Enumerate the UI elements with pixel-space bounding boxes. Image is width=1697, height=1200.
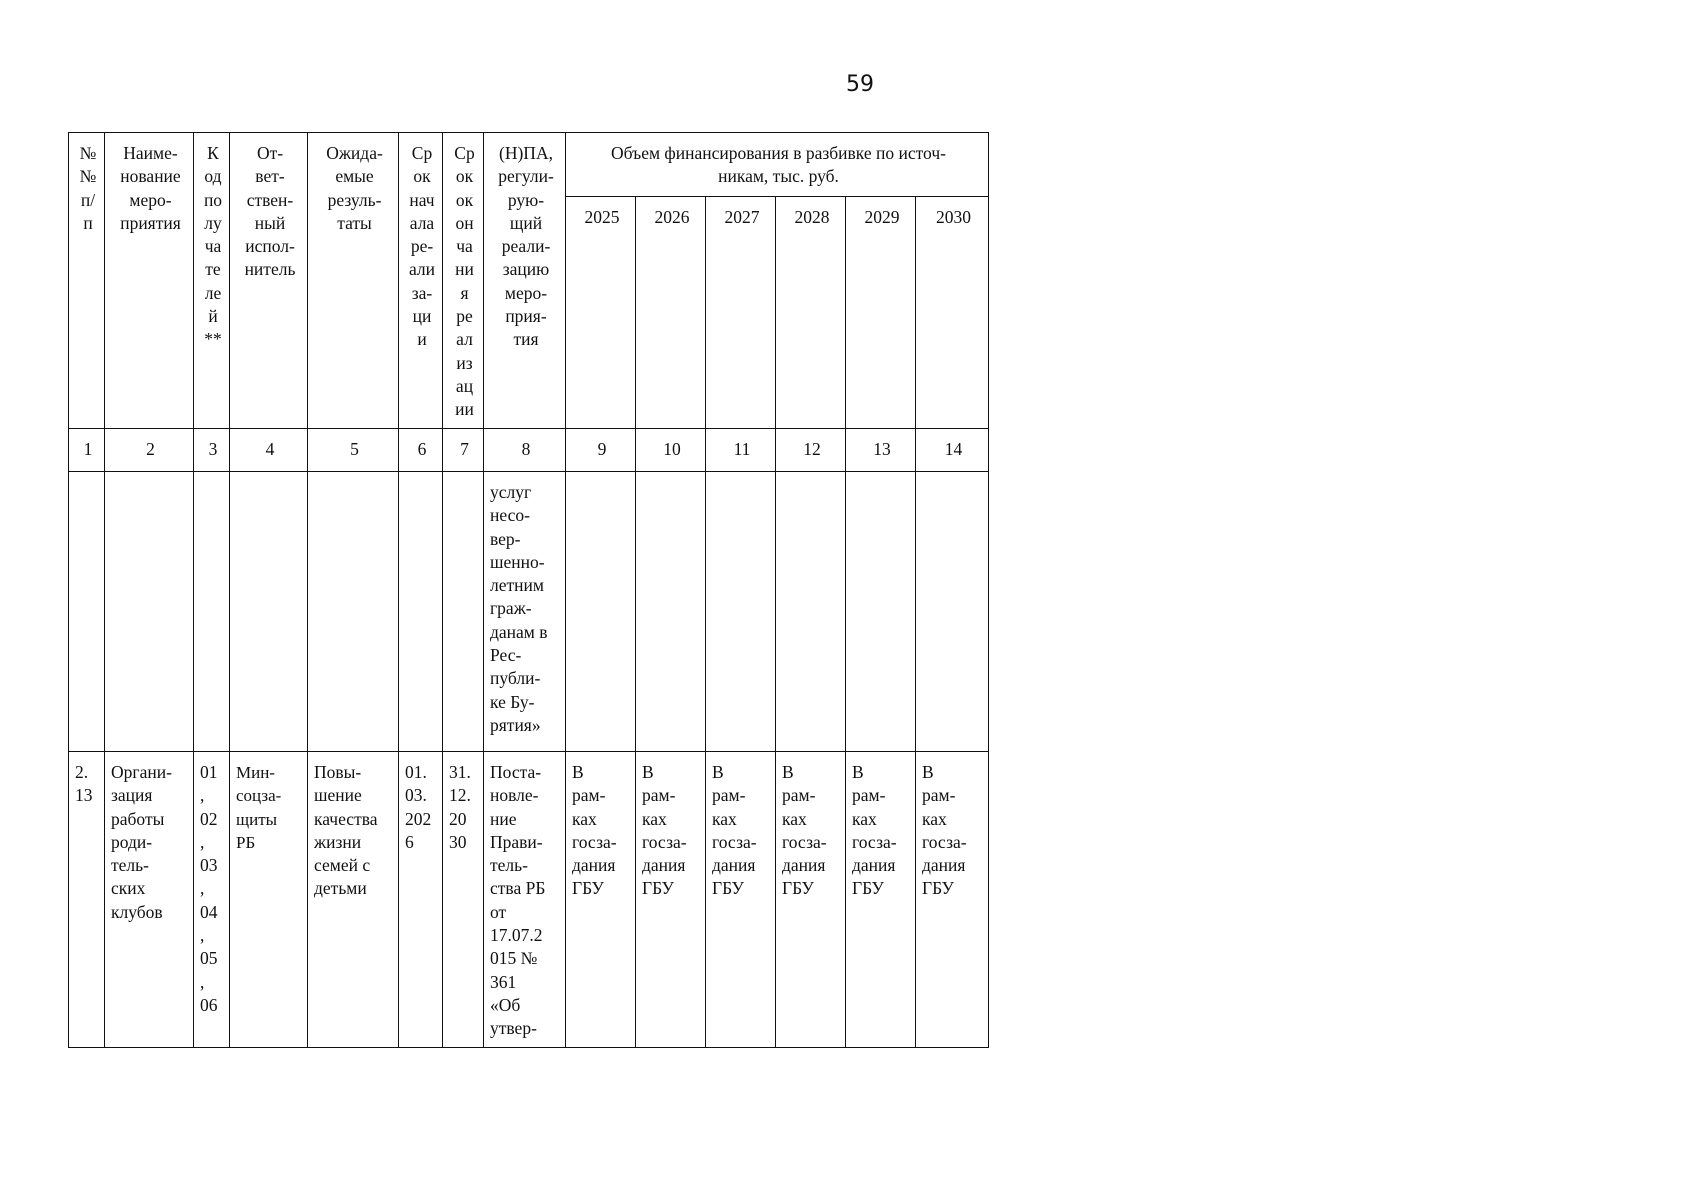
header-expected-results: Ожида- емые резуль- таты (308, 133, 399, 429)
header-year-2030: 2030 (916, 197, 989, 429)
column-number: 10 (636, 429, 706, 472)
header-year-2027: 2027 (706, 197, 776, 429)
header-start-date: Ср ок нач ала ре- али за- ци и (399, 133, 443, 429)
column-number: 12 (776, 429, 846, 472)
column-number: 1 (69, 429, 105, 472)
column-number: 13 (846, 429, 916, 472)
column-number: 2 (105, 429, 194, 472)
column-number: 3 (194, 429, 230, 472)
header-year-2025: 2025 (566, 197, 636, 429)
column-number: 14 (916, 429, 989, 472)
financing-2026-cell: В рам- ках госза- дания ГБУ (636, 752, 706, 1048)
empty-cell (105, 472, 194, 752)
column-number: 11 (706, 429, 776, 472)
header-row (69, 133, 989, 197)
empty-cell (776, 472, 846, 752)
continuation-row (69, 472, 989, 752)
start-date-cell: 01. 03. 202 6 (399, 752, 443, 1048)
empty-cell (916, 472, 989, 752)
empty-cell (566, 472, 636, 752)
recipient-codes-cell: 01 , 02 , 03 , 04 , 05 , 06 (194, 752, 230, 1048)
page-number: 59 (846, 72, 874, 97)
npa-cell: Поста- новле- ние Прави- тель- ства РБ от 17.07.2 015 № 361 «Об утвер- (484, 752, 566, 1048)
header-year-2029: 2029 (846, 197, 916, 429)
header-activity-name: Наиме- нование меро- приятия (105, 133, 194, 429)
empty-cell (194, 472, 230, 752)
program-activities-table (68, 132, 989, 1048)
column-number: 8 (484, 429, 566, 472)
empty-cell (443, 472, 484, 752)
table-row (69, 752, 989, 1048)
financing-2025-cell: В рам- ках госза- дания ГБУ (566, 752, 636, 1048)
header-npa: (Н)ПА, регули- рую- щий реали- зацию меро- прия- тия (484, 133, 566, 429)
expected-results-cell: Повы- шение качества жизни семей с детьми (308, 752, 399, 1048)
financing-2029-cell: В рам- ках госза- дания ГБУ (846, 752, 916, 1048)
header-financing: Объем финансирования в разбивке по источ- никам, тыс. руб. (566, 133, 989, 197)
column-number: 6 (399, 429, 443, 472)
npa-continuation-cell: услуг несо- вер- шенно- летним граж- данам в Рес- публи- ке Бу- рятия» (484, 472, 566, 752)
empty-cell (636, 472, 706, 752)
empty-cell (308, 472, 399, 752)
empty-cell (399, 472, 443, 752)
empty-cell (846, 472, 916, 752)
header-end-date: Ср ок ок он ча ни я ре ал из ац ии (443, 133, 484, 429)
activity-name-cell: Органи- зация работы роди- тель- ских клубов (105, 752, 194, 1048)
empty-cell (230, 472, 308, 752)
end-date-cell: 31. 12. 20 30 (443, 752, 484, 1048)
empty-cell (69, 472, 105, 752)
executor-cell: Мин- соцза- щиты РБ (230, 752, 308, 1048)
header-year-2026: 2026 (636, 197, 706, 429)
column-numbers-row (69, 429, 989, 472)
financing-2030-cell: В рам- ках госза- дания ГБУ (916, 752, 989, 1048)
column-number: 9 (566, 429, 636, 472)
header-year-2028: 2028 (776, 197, 846, 429)
row-number-cell: 2. 13 (69, 752, 105, 1048)
header-executor: От- вет- ствен- ный испол- нитель (230, 133, 308, 429)
column-number: 4 (230, 429, 308, 472)
empty-cell (706, 472, 776, 752)
header-recipient-code: К од по лу ча те ле й ** (194, 133, 230, 429)
financing-2028-cell: В рам- ках госза- дания ГБУ (776, 752, 846, 1048)
column-number: 5 (308, 429, 399, 472)
header-number: № № п/ п (69, 133, 105, 429)
column-number: 7 (443, 429, 484, 472)
financing-2027-cell: В рам- ках госза- дания ГБУ (706, 752, 776, 1048)
